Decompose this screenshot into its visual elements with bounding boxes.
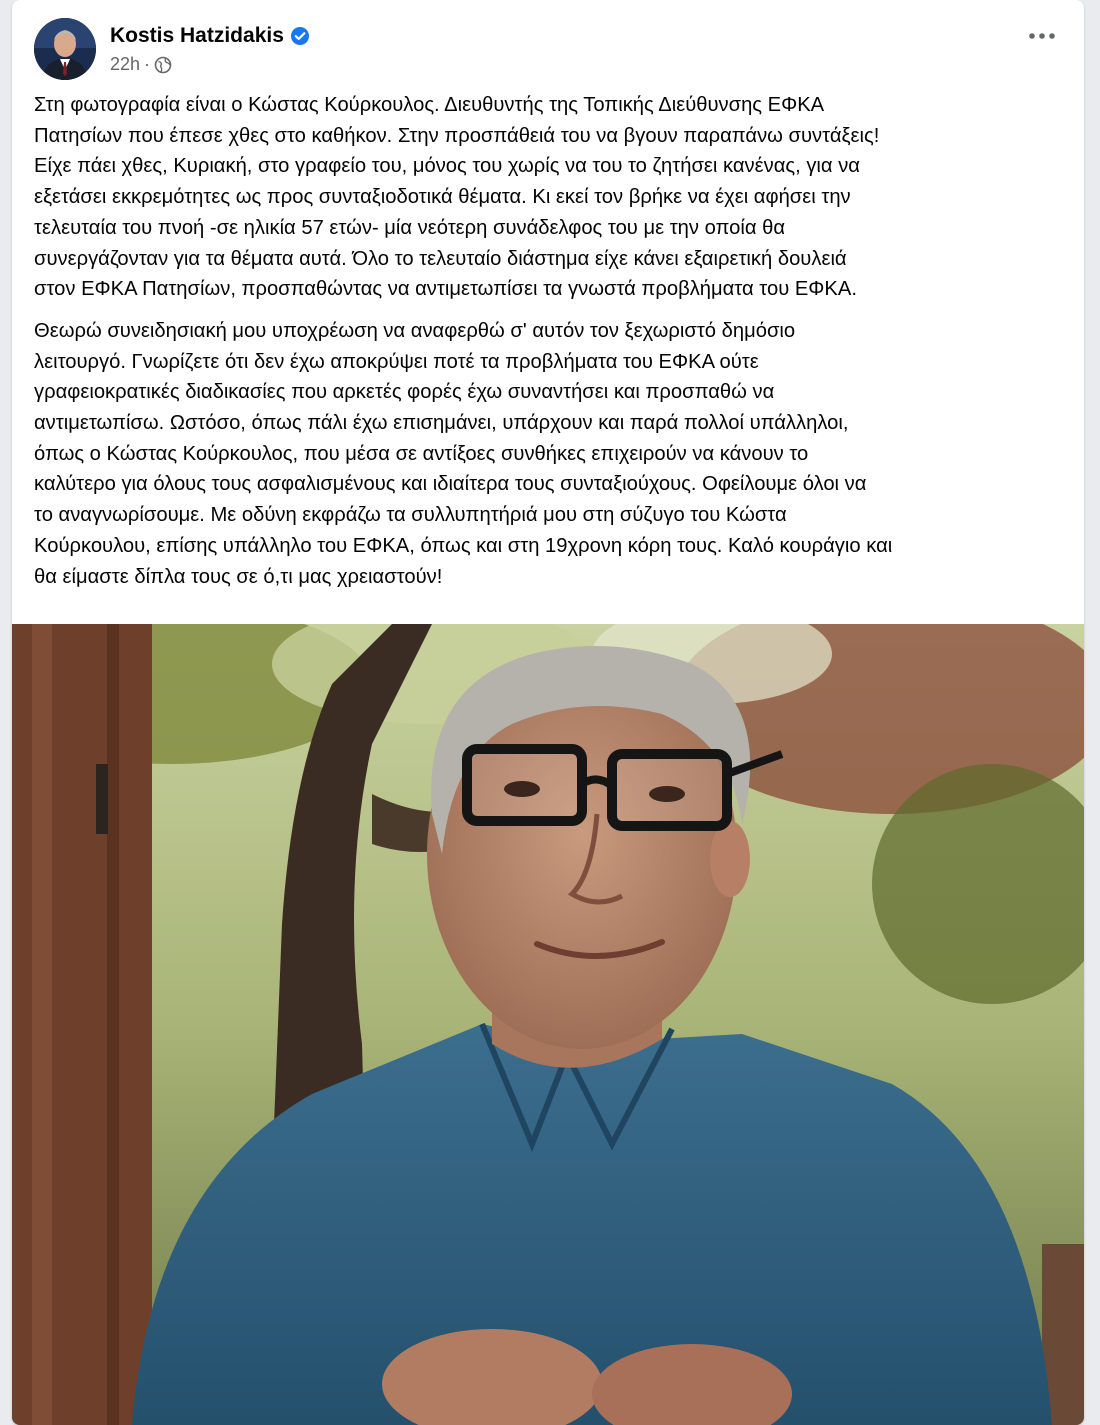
post-photo[interactable] (12, 624, 1084, 1425)
verified-badge-icon (290, 26, 310, 46)
post-card (12, 0, 1084, 1425)
post-paragraph-2: Θεωρώ συνειδησιακή μου υποχρέωση να αναφερθώ σ' αυτόν τον ξεχωριστό δημόσιο λειτουργό. Γνωρίζετε ότι δεν έχω αποκρύψει ποτέ τα προβλήματα του ΕΦΚΑ ούτε γραφειοκρατικές διαδικασίες που αρκετές φορές έχω συναντήσει και προσπαθώ να αντιμετωπίσω. Ωστόσο, όπως πάλι έχω επισημάνει, υπάρχουν και παρά πολλοί υπάλληλοι, όπως ο Κώστας Κούρκουλος, που μέσα σε αντίξοες συνθήκες επιχειρούν να κάνουν το καλύτερο για όλους τους ασφαλισμένους και ιδιαίτερα τους συνταξιούχους. Οφείλουμε όλοι να το αναγνωρίσουμε. Με οδύνη εκφράζω τα συλλυπητήριά μου στη σύζυγο του Κώστα Κούρκουλου, επίσης υπάλληλο του ΕΦΚΑ, όπως και στη 19χρονη κόρη τους. Καλό κουράγιο και θα είμαστε δίπλα τους σε ό,τι μας χρειαστούν! (34, 319, 893, 588)
post-body (34, 90, 1069, 603)
meta-separator: · (144, 54, 151, 74)
post-paragraph-1: Στη φωτογραφία είναι ο Κώστας Κούρκουλος. Διευθυντής της Τοπικής Διεύθυνσης ΕΦΚΑ Πατησίων που έπεσε χθες στο καθήκον. Στην προσπάθειά του να βγουν παραπάνω συντάξεις! Είχε πάει χθες, Κυριακή, στο γραφείο του, μόνος του χωρίς να του το ζητήσει κανένας, για να εξετάσει εκκρεμότητες ως προς συνταξιοδοτικά θέματα. Κι εκεί τον βρήκε να έχει αφήσει την τελευταία του πνοή -σε ηλικία 57 ετών- μία νεότερη συνάδελφος του με την οποία θα συνεργάζονταν για τα θέματα αυτά. Όλο το τελευταίο διάστημα είχε κάνει εξαιρετική δουλειά στον ΕΦΚΑ Πατησίων, προσπαθώντας να αντιμετωπίσει τα γνωστά προβλήματα του ΕΦΚΑ. (34, 94, 880, 301)
author-name[interactable]: Kostis Hatzidakis (110, 24, 284, 47)
author-avatar[interactable] (34, 18, 96, 80)
globe-icon[interactable] (154, 56, 172, 74)
more-options-icon[interactable] (1024, 18, 1060, 54)
post-timestamp[interactable]: 22h (110, 54, 141, 74)
post-header (34, 16, 1064, 78)
